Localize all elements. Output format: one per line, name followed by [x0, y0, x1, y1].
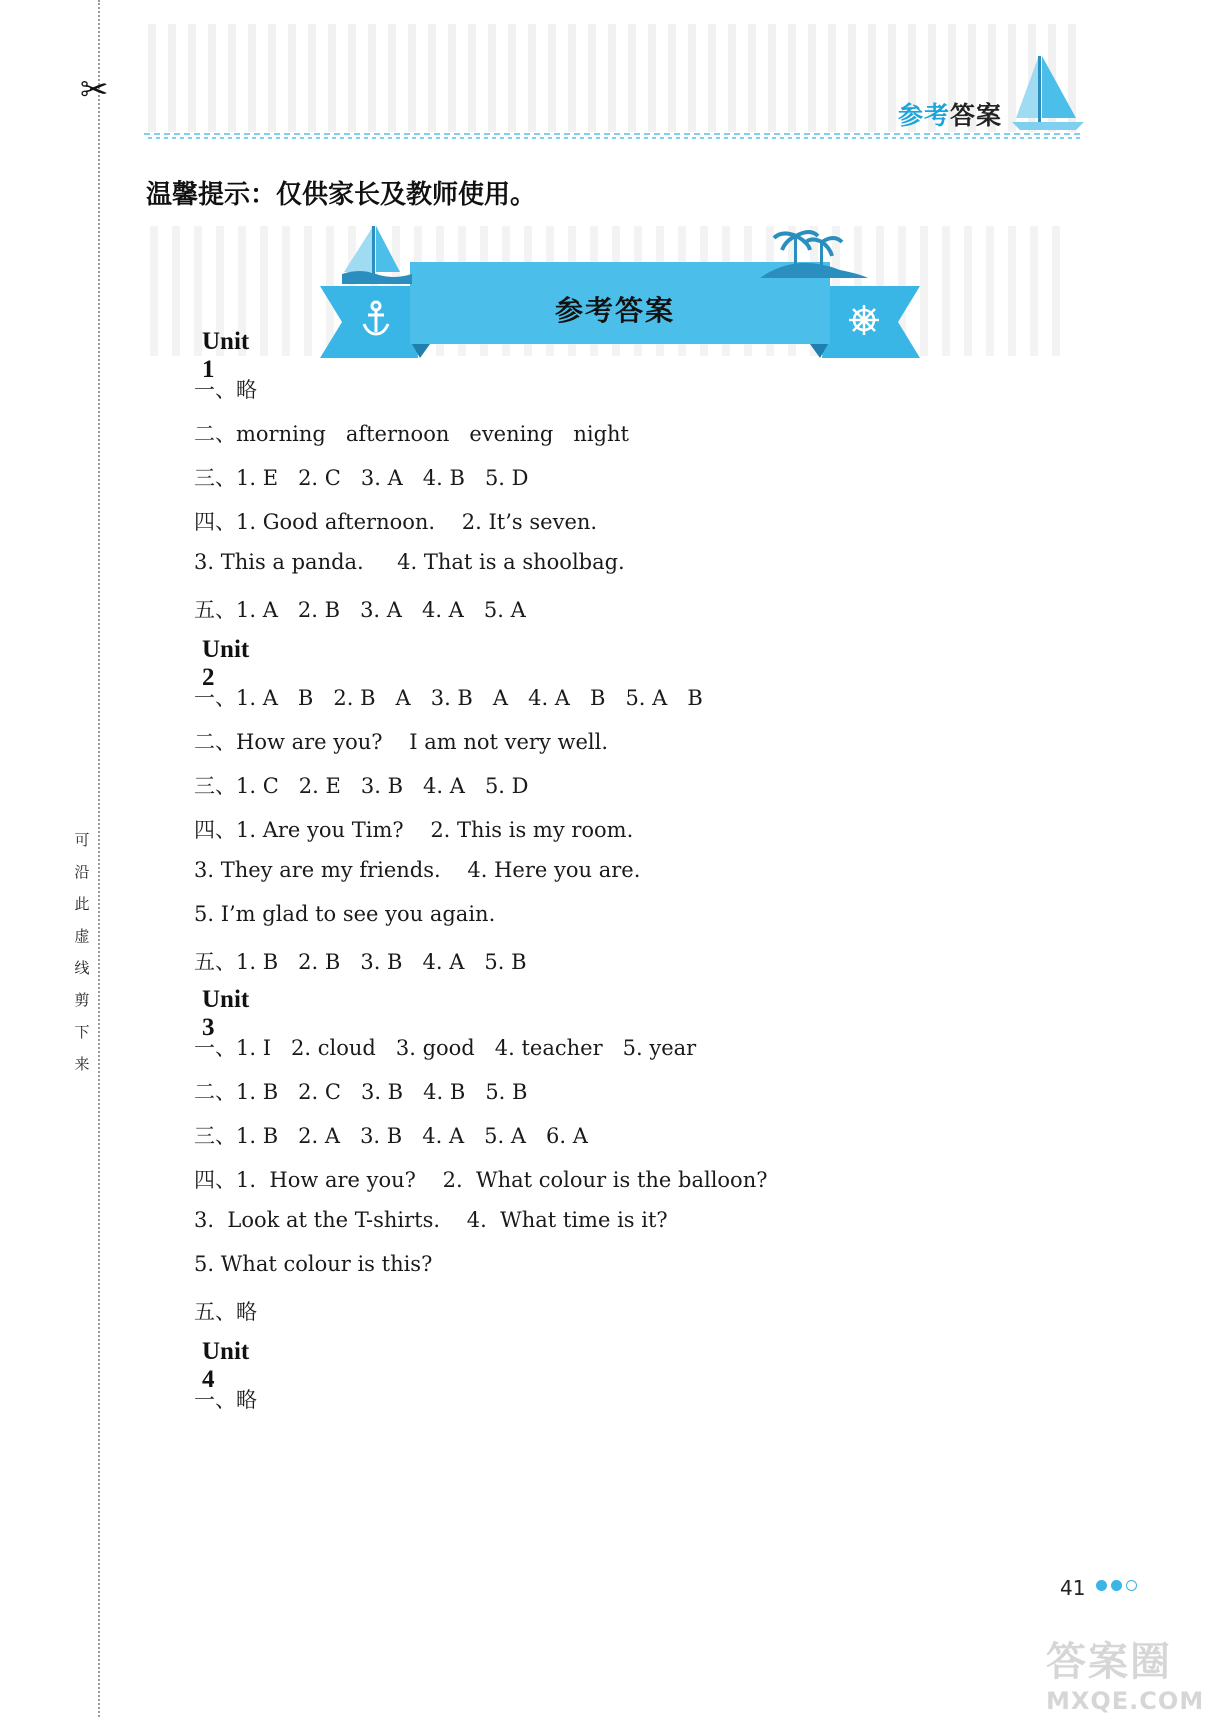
answer-line: 三、1. C 2. E 3. B 4. A 5. D [194, 774, 529, 798]
watermark-line1: 答案圈 [1046, 1639, 1172, 1685]
banner-title: 参考答案 [554, 294, 675, 327]
sailboat-icon [1012, 56, 1084, 136]
answer-line: 三、1. B 2. A 3. B 4. A 5. A 6. A [194, 1124, 588, 1148]
cut-note-char: 此 [74, 895, 90, 913]
notice-text: 温馨提示：仅供家长及教师使用。 [146, 180, 537, 210]
answer-line: 五、1. A 2. B 3. A 4. A 5. A [194, 598, 526, 622]
cut-line [98, 0, 100, 1717]
watermark [1046, 1630, 1222, 1716]
ship-wheel-icon [849, 305, 879, 335]
answer-line: 一、略 [194, 1388, 257, 1412]
answer-line: 一、1. I 2. cloud 3. good 4. teacher 5. year [194, 1036, 697, 1060]
answer-line: 一、略 [194, 378, 257, 402]
answer-line: 四、1. Are you Tim? 2. This is my room. [194, 818, 634, 842]
header-title [898, 96, 1002, 132]
answer-line: 3. Look at the T-shirts. 4. What time is it? [194, 1208, 668, 1232]
cut-note-char: 沿 [74, 863, 90, 881]
page-number: 41 [1060, 1576, 1086, 1600]
unit-title: Unit 4 [202, 1338, 250, 1393]
answer-line: 5. What colour is this? [194, 1252, 433, 1276]
answer-line: 四、1. Good afternoon. 2. It’s seven. [194, 510, 598, 534]
answer-line: 三、1. E 2. C 3. A 4. B 5. D [194, 466, 529, 490]
header-wave-line [144, 133, 1080, 139]
dot-icon [1111, 1580, 1122, 1591]
cut-note-char: 线 [74, 959, 90, 977]
answer-line: 五、1. B 2. B 3. B 4. A 5. B [194, 950, 527, 974]
answer-line: 五、略 [194, 1300, 257, 1324]
cut-note-char: 下 [74, 1023, 90, 1041]
dot-icon [1126, 1580, 1137, 1591]
answer-line: 3. This a panda. 4. That is a shoolbag. [194, 550, 625, 574]
answer-line: 二、morning afternoon evening night [194, 422, 629, 446]
answer-line: 5. I’m glad to see you again. [194, 902, 496, 926]
scissors-icon: ✂ [80, 70, 109, 110]
unit-title: Unit 2 [202, 636, 250, 691]
unit-title: Unit 3 [202, 986, 250, 1041]
cut-note-char: 剪 [74, 991, 90, 1009]
cut-note-char: 虚 [74, 927, 90, 945]
answer-line: 四、1. How are you? 2. What colour is the balloon? [194, 1168, 768, 1192]
dot-icon [1096, 1580, 1107, 1591]
answer-line: 一、1. A B 2. B A 3. B A 4. A B 5. A B [194, 686, 703, 710]
palm-island-icon [760, 232, 868, 278]
cut-note-char: 来 [74, 1055, 90, 1073]
cut-note-char: 可 [74, 831, 90, 849]
answer-line: 二、1. B 2. C 3. B 4. B 5. B [194, 1080, 528, 1104]
page-dots [1096, 1580, 1137, 1591]
answer-line: 二、How are you? I am not very well. [194, 730, 609, 754]
unit-title: Unit 1 [202, 328, 250, 383]
answer-line: 3. They are my friends. 4. Here you are. [194, 858, 641, 882]
watermark-line2: MXQE.COM [1046, 1687, 1205, 1715]
header-title-part1: 参考 [898, 101, 951, 130]
cut-note [72, 824, 92, 1080]
header-title-part2: 答案 [950, 101, 1003, 130]
